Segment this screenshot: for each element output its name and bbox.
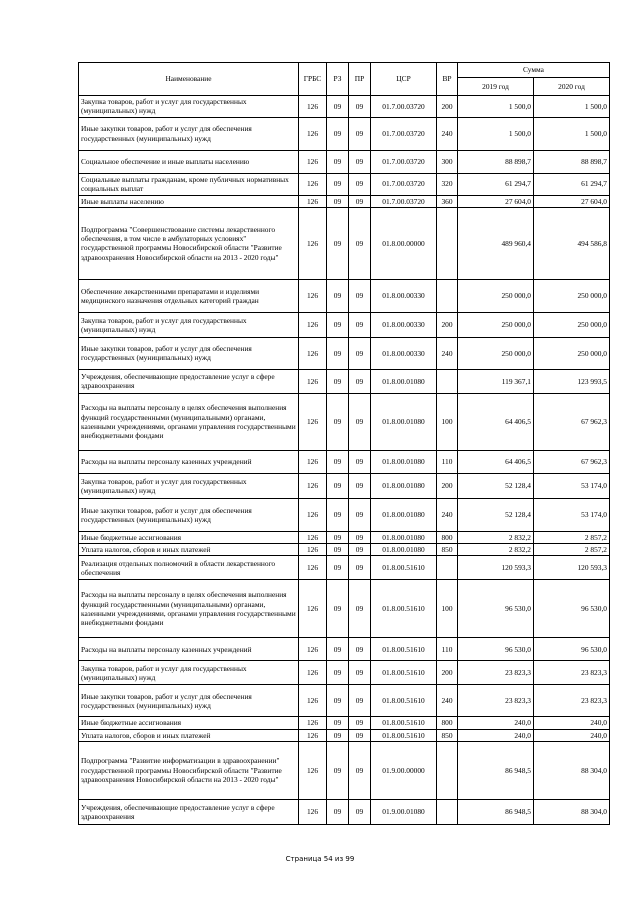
row-sum-2019: 489 960,4 [458, 207, 534, 279]
row-name: Закупка товаров, работ и услуг для государственных (муниципальных) нужд [79, 96, 299, 118]
row-sum-2019: 2 832,2 [458, 531, 534, 543]
row-sum-2019: 2 832,2 [458, 544, 534, 556]
row-name: Закупка товаров, работ и услуг для государственных (муниципальных) нужд [79, 473, 299, 498]
row-vr: 240 [437, 337, 458, 369]
table-row [79, 369, 610, 393]
row-sum-2019: 96 530,0 [458, 638, 534, 661]
row-pr: 09 [349, 685, 371, 717]
row-grbs: 126 [299, 580, 327, 638]
row-sum-2019: 240,0 [458, 717, 534, 729]
row-grbs: 126 [299, 473, 327, 498]
table-row [79, 531, 610, 543]
row-grbs: 126 [299, 661, 327, 685]
row-grbs: 126 [299, 729, 327, 741]
row-csr: 01.8.00.00330 [371, 337, 437, 369]
table-row [79, 661, 610, 685]
row-rz: 09 [327, 799, 349, 824]
row-vr: 200 [437, 96, 458, 118]
row-vr [437, 369, 458, 393]
row-name: Социальное обеспечение и иные выплаты населению [79, 150, 299, 173]
table-row [79, 685, 610, 717]
row-grbs: 126 [299, 450, 327, 473]
row-csr: 01.8.00.01080 [371, 498, 437, 531]
row-rz: 09 [327, 544, 349, 556]
row-csr: 01.7.00.03720 [371, 173, 437, 195]
table-row [79, 173, 610, 195]
row-csr: 01.8.00.51610 [371, 638, 437, 661]
row-sum-2019: 250 000,0 [458, 312, 534, 337]
row-rz: 09 [327, 117, 349, 150]
header-pr: ПР [349, 63, 371, 96]
row-grbs: 126 [299, 685, 327, 717]
row-vr: 240 [437, 117, 458, 150]
row-vr [437, 279, 458, 312]
row-rz: 09 [327, 207, 349, 279]
table-body [79, 96, 610, 825]
row-rz: 09 [327, 195, 349, 207]
row-csr: 01.8.00.51610 [371, 685, 437, 717]
table-row [79, 450, 610, 473]
row-sum-2020: 120 593,3 [534, 556, 610, 580]
row-sum-2020: 1 500,0 [534, 96, 610, 118]
row-rz: 09 [327, 450, 349, 473]
row-csr: 01.8.00.51610 [371, 717, 437, 729]
row-sum-2019: 27 604,0 [458, 195, 534, 207]
row-rz: 09 [327, 741, 349, 799]
table-row [79, 150, 610, 173]
row-vr: 360 [437, 195, 458, 207]
row-name: Иные бюджетные ассигнования [79, 531, 299, 543]
row-vr: 240 [437, 685, 458, 717]
table-row [79, 717, 610, 729]
row-csr: 01.8.00.00330 [371, 312, 437, 337]
row-rz: 09 [327, 638, 349, 661]
row-sum-2020: 1 500,0 [534, 117, 610, 150]
row-vr [437, 556, 458, 580]
row-csr: 01.8.00.01080 [371, 531, 437, 543]
row-grbs: 126 [299, 638, 327, 661]
row-pr: 09 [349, 369, 371, 393]
row-sum-2020: 250 000,0 [534, 279, 610, 312]
row-vr: 200 [437, 473, 458, 498]
header-vr: ВР [437, 63, 458, 96]
row-sum-2019: 88 898,7 [458, 150, 534, 173]
row-vr: 200 [437, 661, 458, 685]
row-vr: 200 [437, 312, 458, 337]
table-row [79, 337, 610, 369]
row-grbs: 126 [299, 717, 327, 729]
row-sum-2019: 96 530,0 [458, 580, 534, 638]
row-grbs: 126 [299, 544, 327, 556]
row-csr: 01.8.00.01080 [371, 544, 437, 556]
table-row [79, 556, 610, 580]
row-sum-2020: 61 294,7 [534, 173, 610, 195]
row-pr: 09 [349, 717, 371, 729]
table-row [79, 498, 610, 531]
row-name: Учреждения, обеспечивающие предоставление услуг в сфере здравоохранения [79, 369, 299, 393]
row-csr: 01.8.00.51610 [371, 661, 437, 685]
row-name: Реализация отдельных полномочий в области лекарственного обеспечения [79, 556, 299, 580]
row-sum-2019: 250 000,0 [458, 279, 534, 312]
row-pr: 09 [349, 799, 371, 824]
row-csr: 01.8.00.51610 [371, 556, 437, 580]
row-sum-2020: 67 962,3 [534, 393, 610, 450]
table-row [79, 638, 610, 661]
row-rz: 09 [327, 312, 349, 337]
row-csr: 01.7.00.03720 [371, 96, 437, 118]
row-pr: 09 [349, 580, 371, 638]
row-name: Иные выплаты населению [79, 195, 299, 207]
row-pr: 09 [349, 544, 371, 556]
table-row [79, 799, 610, 824]
row-vr: 110 [437, 450, 458, 473]
row-grbs: 126 [299, 369, 327, 393]
row-rz: 09 [327, 173, 349, 195]
row-sum-2020: 23 823,3 [534, 661, 610, 685]
row-pr: 09 [349, 96, 371, 118]
row-rz: 09 [327, 279, 349, 312]
row-sum-2019: 1 500,0 [458, 117, 534, 150]
row-pr: 09 [349, 207, 371, 279]
row-name: Расходы на выплаты персоналу казенных учреждений [79, 450, 299, 473]
row-name: Иные закупки товаров, работ и услуг для обеспечения государственных (муниципальных) нужд [79, 685, 299, 717]
row-vr: 300 [437, 150, 458, 173]
row-pr: 09 [349, 393, 371, 450]
table-row [79, 117, 610, 150]
row-grbs: 126 [299, 279, 327, 312]
table-row [79, 312, 610, 337]
row-rz: 09 [327, 393, 349, 450]
row-csr: 01.7.00.03720 [371, 195, 437, 207]
row-pr: 09 [349, 195, 371, 207]
row-name: Иные закупки товаров, работ и услуг для обеспечения государственных (муниципальных) нужд [79, 117, 299, 150]
row-sum-2020: 23 823,3 [534, 685, 610, 717]
row-csr: 01.8.00.01080 [371, 369, 437, 393]
row-name: Иные закупки товаров, работ и услуг для обеспечения государственных (муниципальных) нужд [79, 498, 299, 531]
row-sum-2019: 119 367,1 [458, 369, 534, 393]
row-vr [437, 741, 458, 799]
row-grbs: 126 [299, 531, 327, 543]
row-sum-2020: 88 304,0 [534, 741, 610, 799]
row-vr: 850 [437, 729, 458, 741]
row-rz: 09 [327, 369, 349, 393]
row-sum-2019: 23 823,3 [458, 685, 534, 717]
header-grbs: ГРБС [299, 63, 327, 96]
row-grbs: 126 [299, 207, 327, 279]
row-vr [437, 799, 458, 824]
row-csr: 01.8.00.51610 [371, 729, 437, 741]
row-vr: 800 [437, 717, 458, 729]
row-sum-2020: 96 530,0 [534, 638, 610, 661]
row-csr: 01.8.00.00000 [371, 207, 437, 279]
row-sum-2020: 88 898,7 [534, 150, 610, 173]
row-grbs: 126 [299, 498, 327, 531]
row-sum-2020: 240,0 [534, 729, 610, 741]
row-name: Расходы на выплаты персоналу казенных учреждений [79, 638, 299, 661]
row-pr: 09 [349, 173, 371, 195]
row-rz: 09 [327, 580, 349, 638]
table-row [79, 741, 610, 799]
table-row [79, 279, 610, 312]
row-sum-2020: 250 000,0 [534, 337, 610, 369]
row-grbs: 126 [299, 393, 327, 450]
row-grbs: 126 [299, 799, 327, 824]
row-sum-2020: 240,0 [534, 717, 610, 729]
header-2019: 2019 год [458, 78, 534, 96]
row-csr: 01.7.00.03720 [371, 150, 437, 173]
row-grbs: 126 [299, 741, 327, 799]
row-grbs: 126 [299, 117, 327, 150]
row-vr: 110 [437, 638, 458, 661]
row-sum-2020: 88 304,0 [534, 799, 610, 824]
row-vr: 320 [437, 173, 458, 195]
table-row [79, 473, 610, 498]
row-sum-2019: 23 823,3 [458, 661, 534, 685]
row-name: Уплата налогов, сборов и иных платежей [79, 544, 299, 556]
row-csr: 01.8.00.51610 [371, 580, 437, 638]
header-2020: 2020 год [534, 78, 610, 96]
row-csr: 01.8.00.01080 [371, 450, 437, 473]
row-rz: 09 [327, 661, 349, 685]
row-grbs: 126 [299, 337, 327, 369]
row-pr: 09 [349, 661, 371, 685]
table-row [79, 544, 610, 556]
row-pr: 09 [349, 117, 371, 150]
header-name: Наименование [79, 63, 299, 96]
row-pr: 09 [349, 337, 371, 369]
row-rz: 09 [327, 729, 349, 741]
header-sum: Сумма [458, 63, 610, 78]
row-name: Расходы на выплаты персоналу в целях обеспечения выполнения функций государственными (муниципальными) органами, казенными учреждениями, органами управления государственными внебюджетными фондами [79, 580, 299, 638]
row-sum-2019: 1 500,0 [458, 96, 534, 118]
row-name: Социальные выплаты гражданам, кроме публичных нормативных социальных выплат [79, 173, 299, 195]
row-csr: 01.7.00.03720 [371, 117, 437, 150]
row-vr [437, 207, 458, 279]
row-rz: 09 [327, 498, 349, 531]
row-pr: 09 [349, 498, 371, 531]
row-grbs: 126 [299, 150, 327, 173]
row-rz: 09 [327, 717, 349, 729]
row-pr: 09 [349, 473, 371, 498]
row-vr: 100 [437, 393, 458, 450]
row-grbs: 126 [299, 195, 327, 207]
row-vr: 850 [437, 544, 458, 556]
row-pr: 09 [349, 279, 371, 312]
row-rz: 09 [327, 150, 349, 173]
table-row [79, 195, 610, 207]
row-grbs: 126 [299, 312, 327, 337]
row-rz: 09 [327, 473, 349, 498]
row-sum-2019: 64 406,5 [458, 393, 534, 450]
row-rz: 09 [327, 337, 349, 369]
row-sum-2020: 96 530,0 [534, 580, 610, 638]
row-pr: 09 [349, 741, 371, 799]
row-csr: 01.8.00.01080 [371, 473, 437, 498]
row-name: Подпрограмма "Развитие информатизации в здравоохранении" государственной программы Новосибирской области "Развитие здравоохранения Новосибирской области на 2013 - 2020 годы" [79, 741, 299, 799]
row-sum-2019: 52 128,4 [458, 498, 534, 531]
table-row [79, 207, 610, 279]
row-grbs: 126 [299, 96, 327, 118]
row-sum-2020: 123 993,5 [534, 369, 610, 393]
row-sum-2020: 494 586,8 [534, 207, 610, 279]
row-rz: 09 [327, 556, 349, 580]
row-name: Иные закупки товаров, работ и услуг для обеспечения государственных (муниципальных) нужд [79, 337, 299, 369]
row-sum-2020: 250 000,0 [534, 312, 610, 337]
row-pr: 09 [349, 556, 371, 580]
row-name: Закупка товаров, работ и услуг для государственных (муниципальных) нужд [79, 312, 299, 337]
row-pr: 09 [349, 729, 371, 741]
row-pr: 09 [349, 531, 371, 543]
row-sum-2020: 67 962,3 [534, 450, 610, 473]
row-name: Иные бюджетные ассигнования [79, 717, 299, 729]
row-pr: 09 [349, 150, 371, 173]
table-row [79, 393, 610, 450]
row-name: Обеспечение лекарственными препаратами и изделиями медицинского назначения отдельных категорий граждан [79, 279, 299, 312]
row-vr: 800 [437, 531, 458, 543]
row-rz: 09 [327, 685, 349, 717]
row-vr: 240 [437, 498, 458, 531]
row-csr: 01.8.00.01080 [371, 393, 437, 450]
row-sum-2020: 53 174,0 [534, 498, 610, 531]
row-name: Расходы на выплаты персоналу в целях обеспечения выполнения функций государственными (муниципальными) органами, казенными учреждениями, органами управления государственными внебюджетными фондами [79, 393, 299, 450]
row-sum-2019: 240,0 [458, 729, 534, 741]
row-sum-2020: 53 174,0 [534, 473, 610, 498]
row-sum-2019: 64 406,5 [458, 450, 534, 473]
row-sum-2020: 2 857,2 [534, 531, 610, 543]
row-sum-2020: 2 857,2 [534, 544, 610, 556]
row-grbs: 126 [299, 556, 327, 580]
row-name: Уплата налогов, сборов и иных платежей [79, 729, 299, 741]
row-pr: 09 [349, 450, 371, 473]
row-sum-2019: 86 948,5 [458, 799, 534, 824]
row-csr: 01.9.00.00000 [371, 741, 437, 799]
table-row [79, 96, 610, 118]
row-csr: 01.9.00.01080 [371, 799, 437, 824]
row-rz: 09 [327, 96, 349, 118]
row-pr: 09 [349, 638, 371, 661]
row-pr: 09 [349, 312, 371, 337]
row-sum-2019: 52 128,4 [458, 473, 534, 498]
row-vr: 100 [437, 580, 458, 638]
header-rz: РЗ [327, 63, 349, 96]
page-footer: Страница 54 из 99 [285, 855, 355, 863]
row-csr: 01.8.00.00330 [371, 279, 437, 312]
row-name: Подпрограмма "Совершенствование системы лекарственного обеспечения, в том числе в амбулаторных условиях" государственной программы Новосибирской области "Развитие здравоохранения Новосибирской области на 2013 - 2020 годы" [79, 207, 299, 279]
header-csr: ЦСР [371, 63, 437, 96]
row-sum-2020: 27 604,0 [534, 195, 610, 207]
table-row [79, 580, 610, 638]
row-name: Закупка товаров, работ и услуг для государственных (муниципальных) нужд [79, 661, 299, 685]
budget-table [78, 62, 610, 825]
row-name: Учреждения, обеспечивающие предоставление услуг в сфере здравоохранения [79, 799, 299, 824]
row-sum-2019: 86 948,5 [458, 741, 534, 799]
row-sum-2019: 61 294,7 [458, 173, 534, 195]
row-sum-2019: 250 000,0 [458, 337, 534, 369]
row-rz: 09 [327, 531, 349, 543]
row-grbs: 126 [299, 173, 327, 195]
table-row [79, 729, 610, 741]
row-sum-2019: 120 593,3 [458, 556, 534, 580]
